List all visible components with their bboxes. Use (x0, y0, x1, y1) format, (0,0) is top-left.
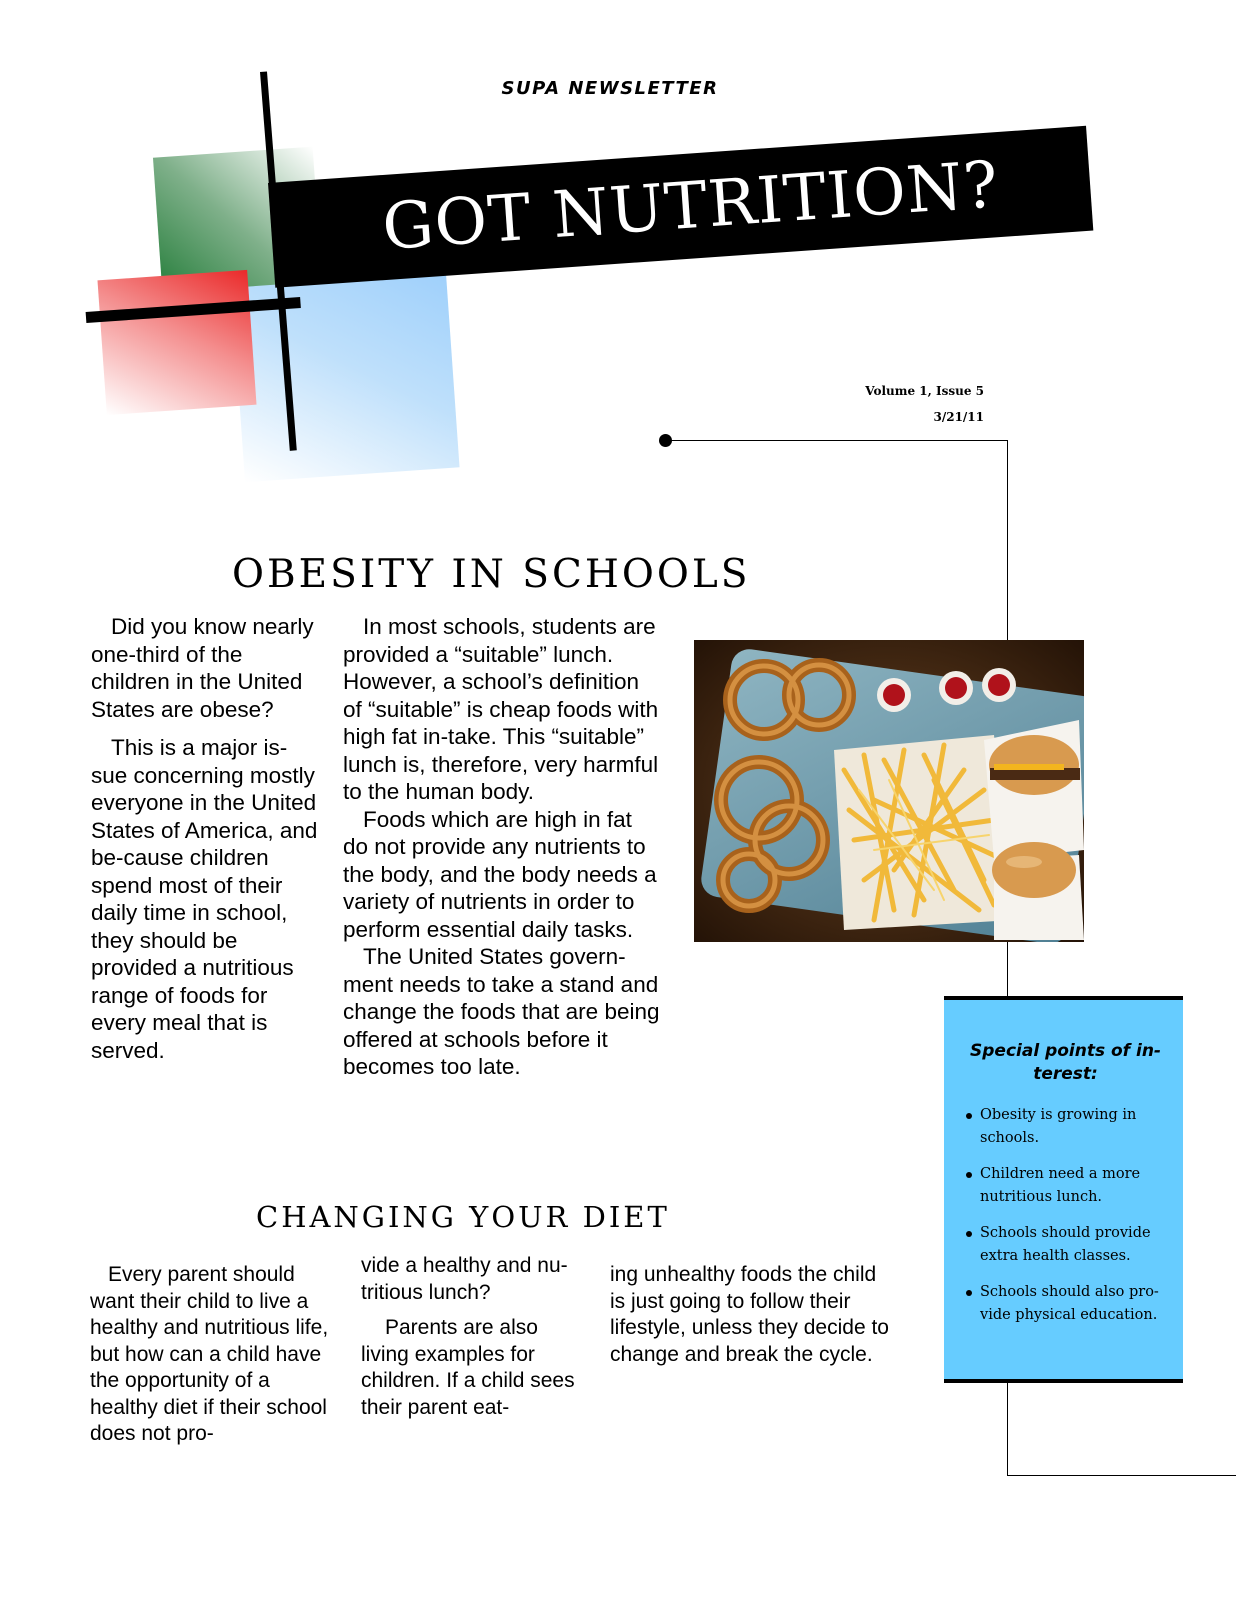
connector-dot (659, 434, 672, 447)
article-heading-diet: CHANGING YOUR DIET (256, 1200, 670, 1234)
list-item-text: Obesity is growing in schools. (980, 1107, 1137, 1146)
list-item (964, 1104, 1161, 1150)
bullet-icon (966, 1172, 972, 1178)
list-item (964, 1163, 1161, 1209)
paragraph: This is a major is-sue concerning mostly everyone in the United States of America, and be-cause children spend most of their daily time in school, they should be provided a nutritious range of foods for every meal that is served. (91, 735, 318, 1063)
fast-food-photo-icon (694, 640, 1084, 942)
newsletter-name: SUPA NEWSLETTER (501, 78, 719, 99)
connector-line-horizontal (666, 440, 1008, 441)
fast-food-tray-photo (694, 640, 1084, 942)
title-banner (268, 126, 1093, 288)
paragraph: The United States govern-ment needs to take a stand and change the foods that are being offered at schools before it becomes too late. (343, 944, 660, 1079)
sidebar-title: Special points of in-terest: (970, 1041, 1161, 1084)
bullet-icon (966, 1113, 972, 1119)
article-heading-obesity: OBESITY IN SCHOOLS (232, 552, 751, 597)
newsletter-title: GOT NUTRITION? (380, 147, 1002, 265)
special-points-sidebar (944, 996, 1183, 1383)
paragraph: In most schools, students are provided a “suitable” lunch. However, a school’s definition of “suitable” is cheap foods with high fat in-take. This “suitable” lunch is, therefore, very harmful to the human body. (343, 614, 659, 804)
list-item (964, 1222, 1161, 1268)
paragraph: Did you know nearly one-third of the children in the United States are obese? (91, 614, 314, 722)
decorative-red-square (97, 270, 256, 415)
article1-column-1 (91, 613, 323, 1064)
paragraph: ing unhealthy foods the child is just going to follow their lifestyle, unless they decide to change and break the cycle. (610, 1263, 889, 1366)
connector-line-bottom (1007, 1475, 1236, 1476)
paragraph: Every parent should want their child to live a healthy and nutritious life, but how can a child have the opportunity of a healthy diet if their school does not pro- (90, 1263, 329, 1445)
article2-column-2 (361, 1253, 591, 1421)
list-item (964, 1281, 1161, 1327)
list-item-text: Schools should provide extra health classes. (980, 1225, 1151, 1264)
list-item-text: Schools should also pro-vide physical education. (980, 1284, 1159, 1323)
paragraph: vide a healthy and nu-tritious lunch? (361, 1254, 568, 1304)
paragraph: Parents are also living examples for children. If a child sees their parent eat- (361, 1316, 575, 1419)
bullet-icon (966, 1290, 972, 1296)
article1-column-2 (343, 613, 663, 1081)
list-item-text: Children need a more nutritious lunch. (980, 1166, 1141, 1205)
article2-column-3 (610, 1262, 895, 1368)
sidebar-list (944, 1104, 1183, 1327)
paragraph: Foods which are high in fat do not provide any nutrients to the body, and the body needs a variety of nutrients in order to perform essential daily tasks. (343, 806, 657, 942)
issue-date: 3/21/11 (933, 410, 984, 424)
article2-column-1 (90, 1262, 330, 1448)
bullet-icon (966, 1231, 972, 1237)
volume-issue: Volume 1, Issue 5 (865, 384, 984, 398)
